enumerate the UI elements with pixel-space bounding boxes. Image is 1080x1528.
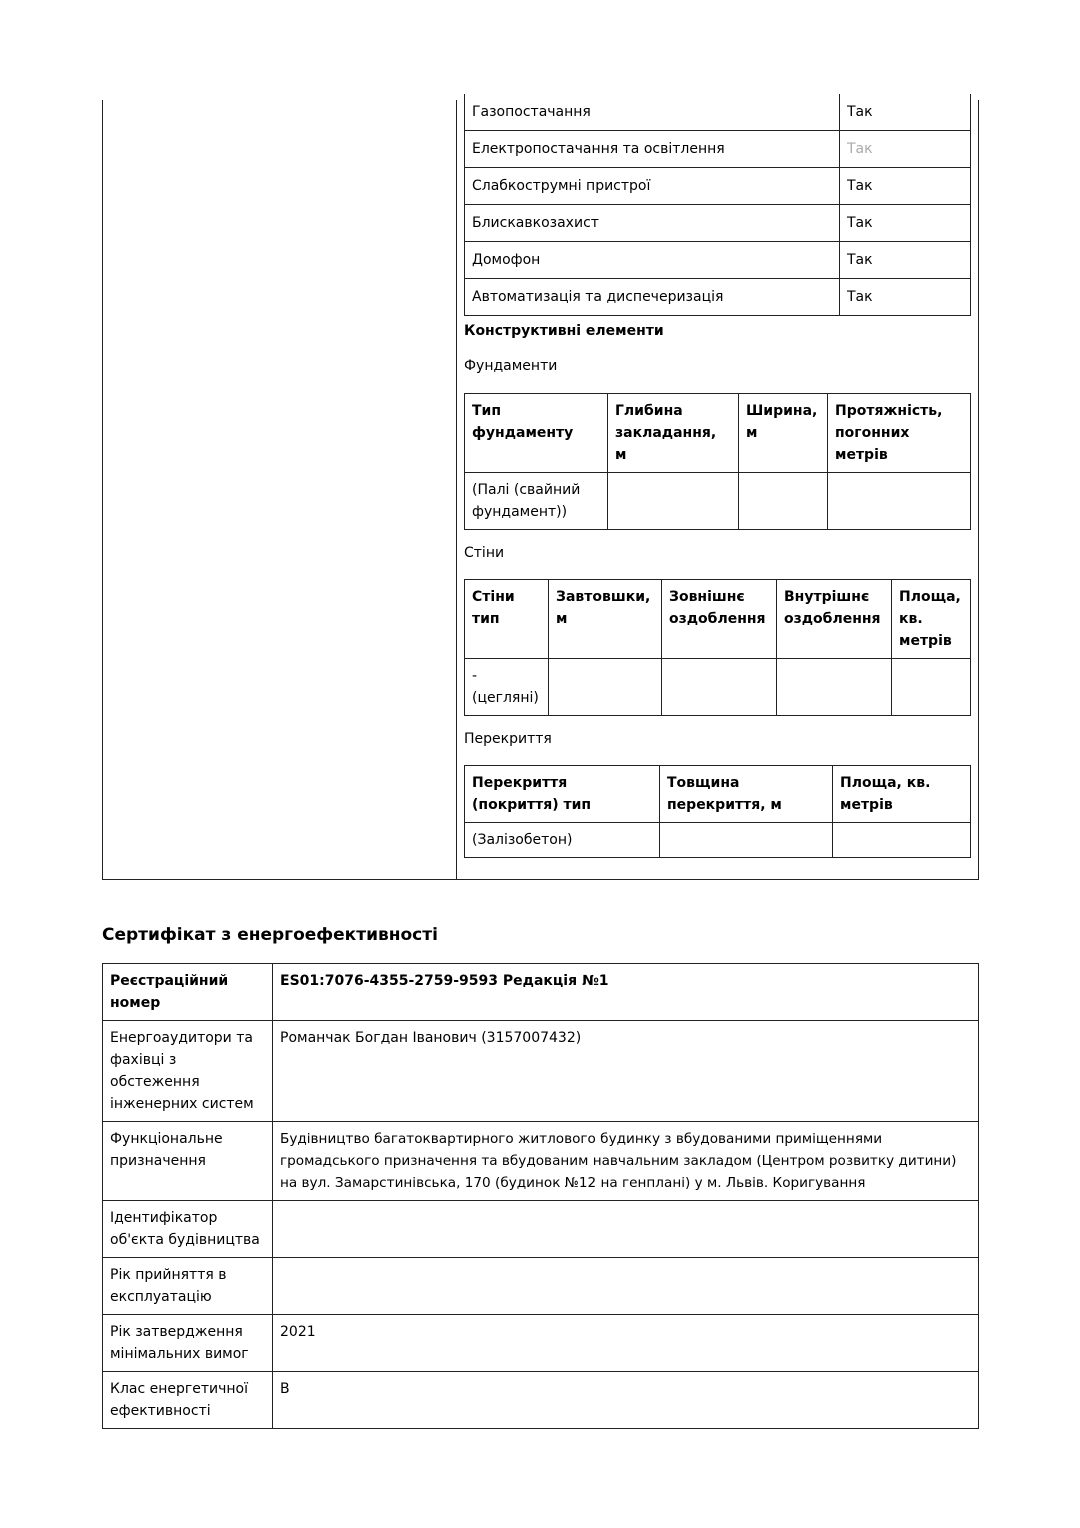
certificate-value: 2021	[273, 1315, 979, 1372]
column-header: Перекриття (покриття) тип	[465, 766, 660, 823]
table-cell	[828, 473, 971, 530]
system-name: Слабкострумні пристрої	[465, 168, 840, 205]
table-row	[465, 823, 971, 858]
certificate-label: Функціональне призначення	[103, 1122, 273, 1201]
system-value: Так	[840, 131, 971, 168]
table-cell	[739, 473, 828, 530]
table-row	[103, 1372, 979, 1429]
system-value: Так	[840, 242, 971, 279]
column-header: Тип фундаменту	[465, 394, 608, 473]
table-cell	[777, 659, 892, 716]
table-cell	[660, 823, 833, 858]
table-cell: (Палі (свайний фундамент))	[465, 473, 608, 530]
certificate-value	[273, 1201, 979, 1258]
certificate-table	[102, 963, 979, 1429]
column-header: Ширина, м	[739, 394, 828, 473]
walls-label: Стіни	[464, 545, 505, 561]
system-name: Блискавкозахист	[465, 205, 840, 242]
engineering-systems-table	[464, 94, 971, 316]
certificate-value: ES01:7076-4355-2759-9593 Редакція №1	[273, 964, 979, 1021]
table-row	[103, 964, 979, 1021]
floors-label: Перекриття	[464, 731, 552, 747]
foundations-label: Фундаменти	[464, 358, 558, 374]
outer-table-left-cell	[102, 100, 457, 880]
certificate-label: Ідентифікатор об'єкта будівництва	[103, 1201, 273, 1258]
certificate-label: Енергоаудитори та фахівці з обстеження інженерних систем	[103, 1021, 273, 1122]
table-row	[103, 1258, 979, 1315]
table-row	[465, 131, 971, 168]
table-header-row	[465, 394, 971, 473]
table-row	[103, 1122, 979, 1201]
certificate-value: Романчак Богдан Іванович (3157007432)	[273, 1021, 979, 1122]
column-header: Товщина перекриття, м	[660, 766, 833, 823]
system-value: Так	[840, 94, 971, 131]
certificate-label: Клас енергетичної ефективності	[103, 1372, 273, 1429]
table-header-row	[465, 580, 971, 659]
certificate-label: Реєстраційний номер	[103, 964, 273, 1021]
column-header: Глибина закладання, м	[608, 394, 739, 473]
certificate-value: B	[273, 1372, 979, 1429]
system-name: Автоматизація та диспечеризація	[465, 279, 840, 316]
table-cell	[549, 659, 662, 716]
system-value: Так	[840, 205, 971, 242]
system-value: Так	[840, 279, 971, 316]
table-cell	[608, 473, 739, 530]
system-value: Так	[840, 168, 971, 205]
column-header: Завтовшки, м	[549, 580, 662, 659]
certificate-label: Рік прийняття в експлуатацію	[103, 1258, 273, 1315]
structural-heading: Конструктивні елементи	[464, 323, 664, 339]
column-header: Внутрішнє оздоблення	[777, 580, 892, 659]
certificate-label: Рік затвердження мінімальних вимог	[103, 1315, 273, 1372]
table-header-row	[465, 766, 971, 823]
column-header: Протяжність, погонних метрів	[828, 394, 971, 473]
certificate-value: Будівництво багатоквартирного житлового будинку з вбудованими приміщеннями громадського призначення та вбудованим навчальним закладом (Центром розвитку дитини) на вул. Замарстинівська, 170 (будинок №12 на генплані) у м. Львів. Коригування	[273, 1122, 979, 1201]
floors-table	[464, 765, 971, 858]
certificate-value	[273, 1258, 979, 1315]
table-cell	[662, 659, 777, 716]
table-row	[103, 1021, 979, 1122]
table-row	[465, 205, 971, 242]
table-cell: (Залізобетон)	[465, 823, 660, 858]
system-name: Електропостачання та освітлення	[465, 131, 840, 168]
table-cell: - (цегляні)	[465, 659, 549, 716]
system-name: Газопостачання	[465, 94, 840, 131]
table-cell	[892, 659, 971, 716]
column-header: Зовнішнє оздоблення	[662, 580, 777, 659]
column-header: Стіни тип	[465, 580, 549, 659]
table-row	[103, 1201, 979, 1258]
table-row	[465, 242, 971, 279]
certificate-title: Сертифікат з енергоефективності	[102, 925, 438, 945]
table-row	[465, 659, 971, 716]
foundations-table	[464, 393, 971, 530]
table-row	[465, 279, 971, 316]
table-row	[465, 473, 971, 530]
table-row	[465, 94, 971, 131]
system-name: Домофон	[465, 242, 840, 279]
column-header: Площа, кв. метрів	[833, 766, 971, 823]
table-cell	[833, 823, 971, 858]
walls-table	[464, 579, 971, 716]
table-row	[465, 168, 971, 205]
column-header: Площа, кв. метрів	[892, 580, 971, 659]
table-row	[103, 1315, 979, 1372]
